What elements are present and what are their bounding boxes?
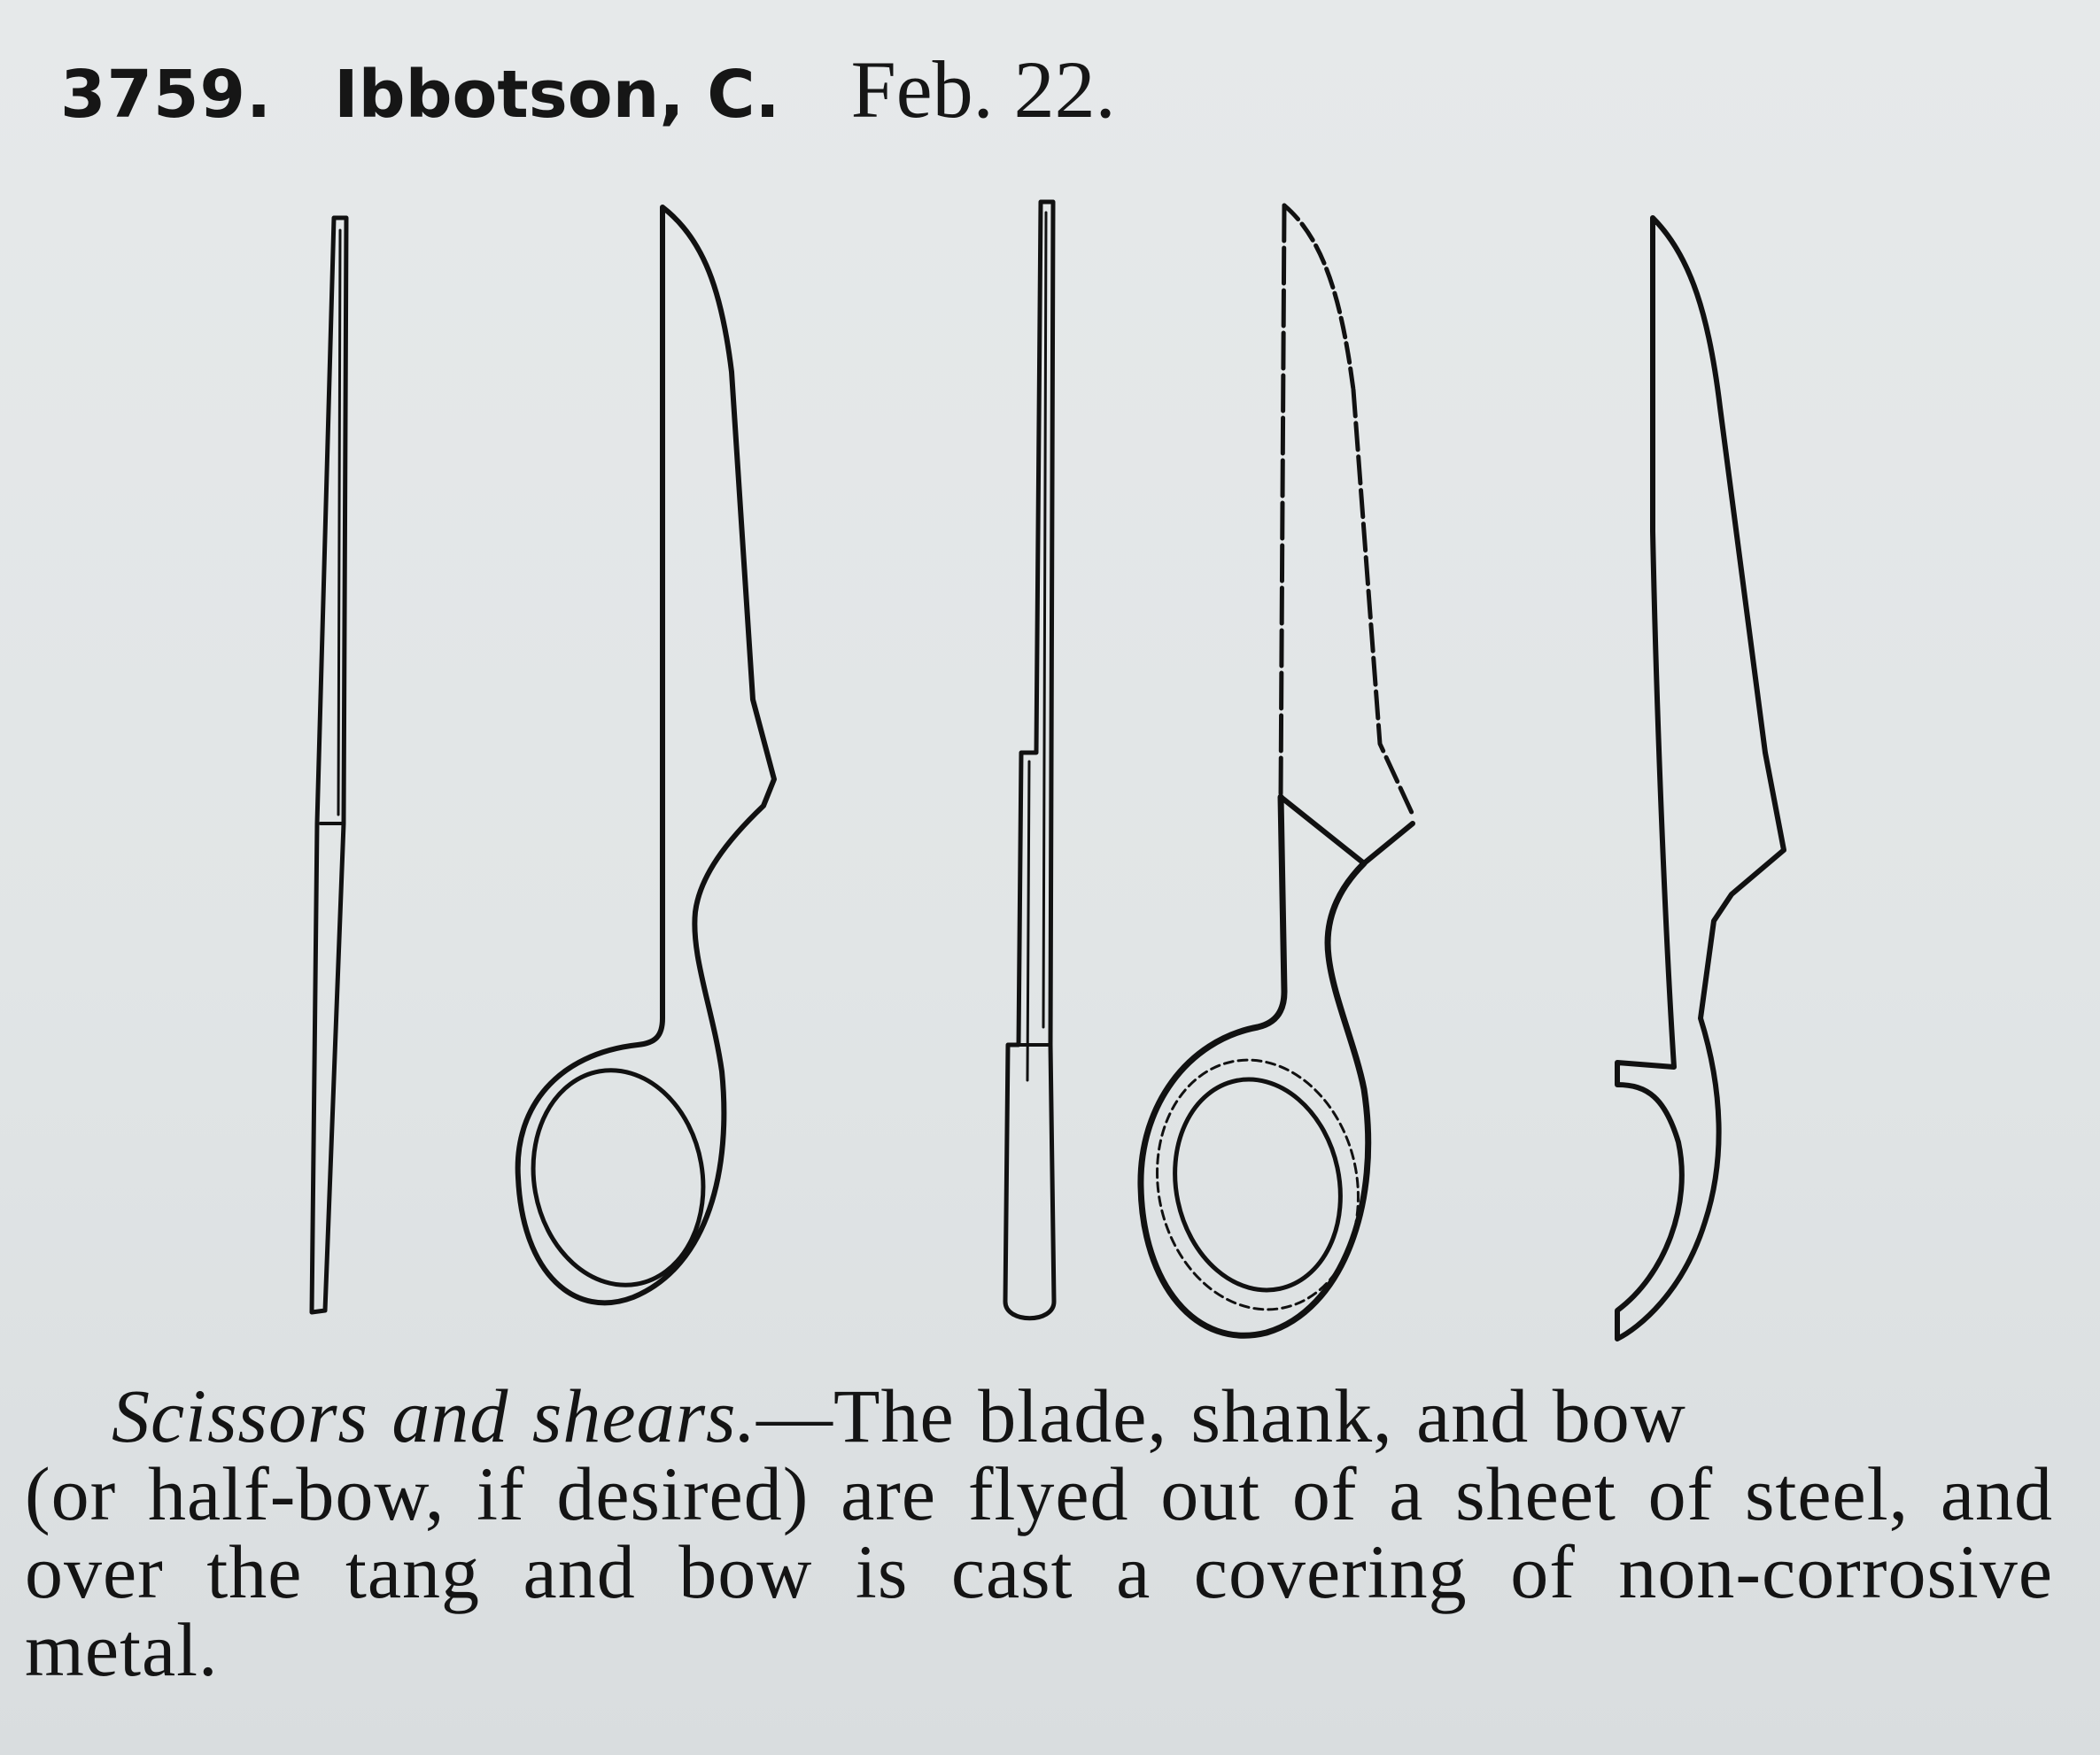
inventor-name: Ibbotson, C. [334, 57, 780, 133]
patent-number: 3759. [60, 57, 273, 133]
blade-side-view-drawing [312, 218, 346, 1312]
patent-description [25, 1373, 2053, 1692]
description-first-line [25, 1373, 2053, 1458]
scissor-half-with-half-bow-drawing [1617, 218, 1784, 1339]
description-lead: Scissors and shears. [112, 1373, 757, 1458]
shank-side-view-drawing [1005, 202, 1054, 1318]
scissor-half-with-bow-drawing [516, 207, 774, 1303]
description-first-line-text: —The blade, shank, and bow [756, 1373, 1686, 1458]
description-body: (or half-bow, if desired) are flyed out of a sheet of steel, and over the tang and bow is cast a covering of non-corrosive metal. [25, 1451, 2053, 1692]
patent-date: Feb. 22. [850, 44, 1116, 135]
scissor-half-covered-drawing [1135, 205, 1413, 1335]
